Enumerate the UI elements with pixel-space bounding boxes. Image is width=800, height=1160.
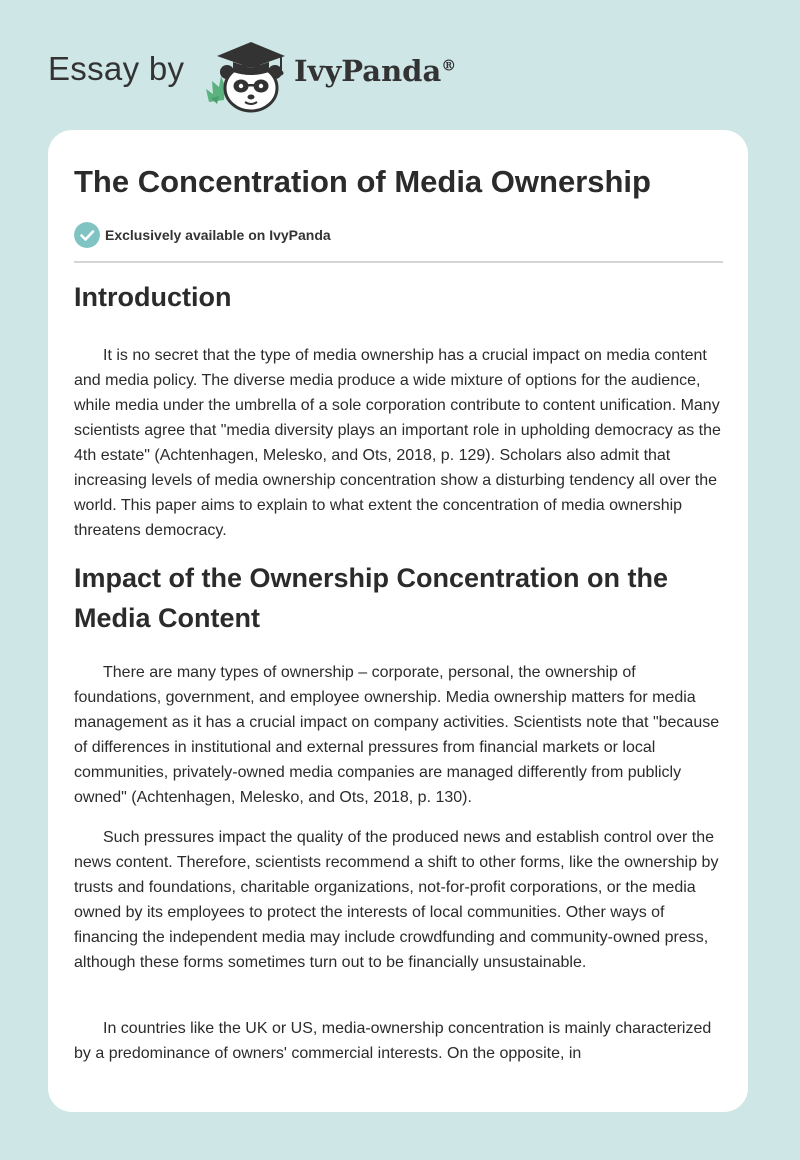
panda-logo-icon[interactable] [203, 34, 291, 114]
paragraph-countries: In countries like the UK or US, media-ownership concentration is mainly characterized by a predominance of owners' commercial interests. On the opposite, in [74, 1020, 712, 1062]
brand-name-text: IvyPanda [294, 54, 442, 88]
essay-card [48, 130, 748, 1112]
divider [74, 261, 723, 263]
section-heading-introduction: Introduction [74, 282, 232, 312]
brand-prefix: Essay by [48, 50, 185, 87]
brand-name [294, 54, 456, 88]
paragraph-ownership-types: There are many types of ownership – corporate, personal, the ownership of foundations, government, and employee ownership. Media ownership matters for media management as it has a crucial impact on company activities. Scientists note that "because of differences in institutional and external pressures from financial markets or local communities, privately-owned media companies are managed differently from publicly owned" (Achtenhagen, Melesko, and Ots, 2018, p. 130). [74, 664, 720, 806]
essay-title: The Concentration of Media Ownership [74, 164, 651, 199]
registered-mark: ® [441, 56, 457, 75]
availability-badge [74, 222, 331, 248]
brand-header [48, 30, 508, 118]
section-heading-impact: Impact of the Ownership Concentration on the Media Content [74, 563, 669, 633]
availability-text: Exclusively available on IvyPanda [105, 227, 331, 243]
paragraph-introduction: It is no secret that the type of media ownership has a crucial impact on media content and media policy. The diverse media produce a wide mixture of options for the audience, while media under the umbrella of a sole corporation contribute to content unification. Many scientists agree that "media diversity plays an important role in upholding democracy as the 4th estate" (Achtenhagen, Melesko, and Ots, 2018, p. 129). Scholars also admit that increasing levels of media ownership concentration show a disturbing tendency all over the world. This paper aims to explain to what extent the concentration of media ownership threatens democracy. [74, 347, 721, 539]
check-circle-icon [74, 222, 100, 248]
paragraph-pressures: Such pressures impact the quality of the produced news and establish control over the news content. Therefore, scientists recommend a shift to other forms, like the ownership by trusts and foundations, charitable organizations, not-for-profit corporations, or the media owned by its employees to protect the interests of local communities. Other ways of financing the independent media may include crowdfunding and community-owned press, although these forms sometimes turn out to be financially unsustainable. [74, 829, 719, 971]
